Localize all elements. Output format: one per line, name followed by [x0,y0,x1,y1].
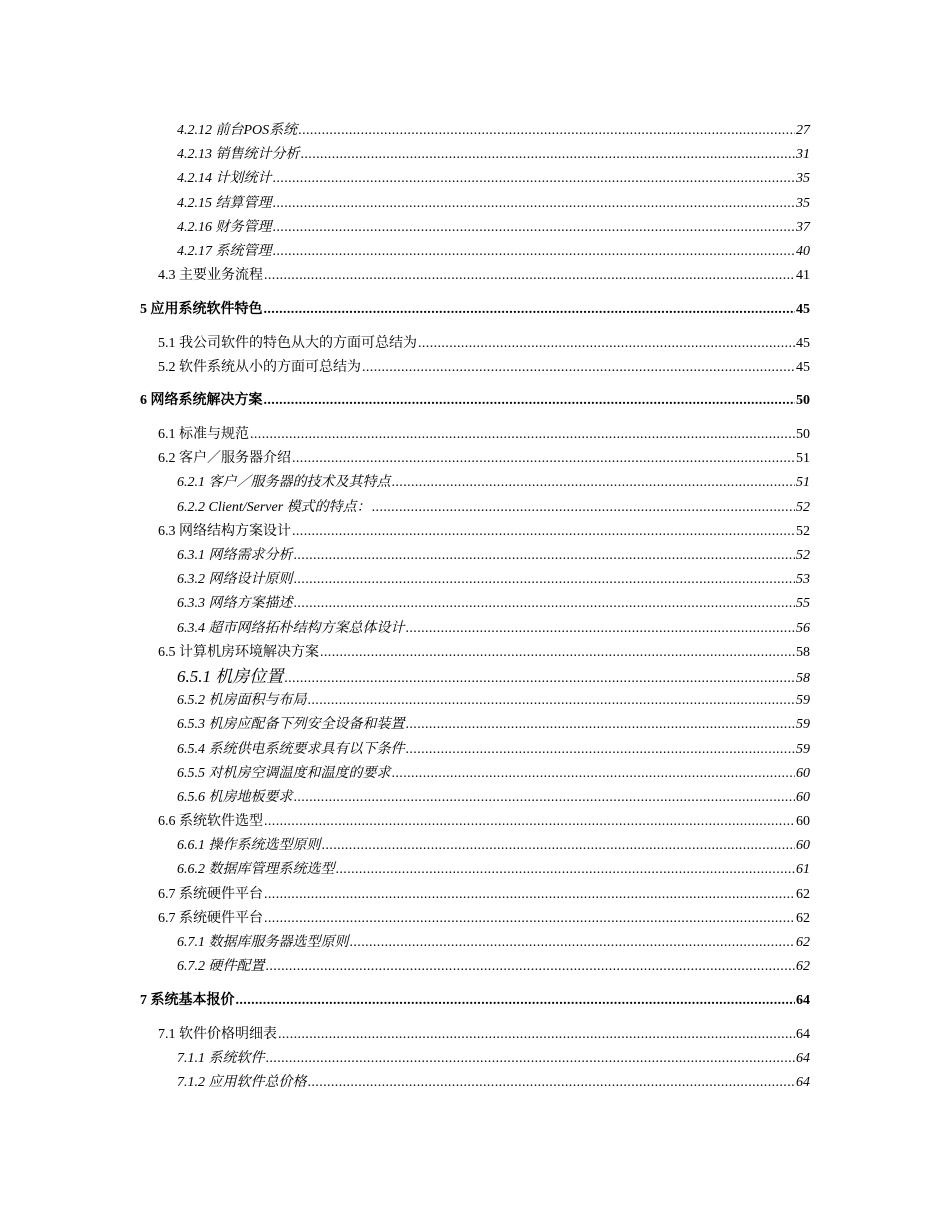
toc-page-number: 59 [796,717,810,733]
toc-page-number: 62 [796,959,810,975]
dot-leader [308,689,796,713]
toc-entry-title: 6.3.3 网络方案描述 [177,596,293,612]
toc-entry-title: 6.2 客户／服务器介绍 [158,451,291,467]
toc-entry-title: 6.6 系统软件选型 [158,814,263,830]
toc-entry[interactable] [140,298,810,322]
dot-leader [278,1023,795,1047]
toc-entry[interactable] [140,834,810,858]
toc-entry-title: 6.7 系统硬件平台 [158,910,263,926]
toc-entry[interactable] [140,592,810,616]
toc-entry-title: 6.5.4 系统供电系统要求具有以下条件 [177,741,405,757]
toc-page-number: 35 [796,171,810,187]
dot-leader [350,931,796,955]
toc-entry-title: 6.5.6 机房地板要求 [177,789,293,805]
toc-entry-title: 4.2.14 计划统计 [177,171,272,187]
toc-page-number: 52 [796,548,810,563]
dot-leader [273,192,796,216]
toc-entry[interactable] [140,738,810,762]
dot-leader [294,786,796,810]
toc-entry[interactable] [140,389,810,413]
table-of-contents [140,119,810,1095]
dot-leader [392,471,796,495]
dot-leader [406,713,796,737]
toc-entry[interactable] [140,568,810,592]
toc-entry[interactable] [140,520,810,544]
dot-leader [250,423,795,447]
toc-entry-title: 4.2.12 前台POS系统 [177,123,298,138]
toc-entry[interactable] [140,786,810,810]
toc-entry-title: 5.1 我公司软件的特色从大的方面可总结为 [158,335,417,351]
toc-entry-title: 6.3.4 超市网络拓朴结构方案总体设计 [177,620,405,636]
toc-entry-title: 7.1.1 系统软件 [177,1050,265,1066]
toc-page-number: 50 [796,393,810,409]
dot-leader [284,667,795,691]
toc-entry-title: 6.5.2 机房面积与布局 [177,693,307,709]
toc-page-number: 58 [796,644,810,660]
dot-leader [264,389,796,413]
toc-entry-title: 4.2.13 销售统计分析 [177,147,300,163]
toc-entry-title: 6.1 标准与规范 [158,427,249,443]
dot-leader [264,264,795,288]
toc-entry[interactable] [140,264,810,288]
toc-entry[interactable] [140,423,810,447]
dot-leader [372,496,795,520]
toc-page-number: 45 [796,335,810,351]
toc-page-number: 59 [796,741,810,757]
dot-leader [294,592,796,616]
toc-page-number: 27 [796,123,810,138]
toc-entry[interactable] [140,167,810,191]
dot-leader [236,989,796,1013]
dot-leader [308,1071,796,1095]
toc-page-number: 52 [796,523,810,539]
toc-page-number: 37 [796,219,810,235]
toc-page-number: 50 [796,427,810,443]
toc-entry[interactable] [140,192,810,216]
toc-entry-title: 4.2.16 财务管理 [177,219,272,235]
dot-leader [266,955,796,979]
toc-page-number: 64 [796,1050,810,1066]
toc-entry-title: 7.1.2 应用软件总价格 [177,1074,307,1090]
toc-entry-title: 6.7 系统硬件平台 [158,886,263,902]
toc-entry[interactable] [140,955,810,979]
dot-leader [273,240,796,264]
dot-leader [264,298,796,322]
toc-entry[interactable] [140,665,810,689]
toc-entry-title: 6.5.5 对机房空调温度和温度的要求 [177,765,391,781]
toc-entry[interactable] [140,1023,810,1047]
toc-entry-title: 6.3 网络结构方案设计 [158,523,291,539]
toc-entry[interactable] [140,1047,810,1071]
dot-leader [294,544,796,568]
dot-leader [264,907,795,931]
toc-entry-title: 6.2.1 客户／服务器的技术及其特点 [177,475,391,491]
toc-page-number: 52 [796,499,810,515]
dot-leader [320,641,795,665]
toc-entry-title: 6 网络系统解决方案 [140,393,263,409]
toc-page-number: 55 [796,596,810,612]
toc-entry[interactable] [140,240,810,264]
toc-entry[interactable] [140,332,810,356]
toc-entry[interactable] [140,810,810,834]
dot-leader [264,810,795,834]
toc-page-number: 45 [796,301,810,317]
toc-entry[interactable] [140,447,810,471]
toc-entry-title: 6.5.3 机房应配备下列安全设备和装置 [177,717,405,733]
toc-page-number: 64 [796,1074,810,1090]
dot-leader [294,568,796,592]
toc-entry[interactable] [140,989,810,1013]
toc-page-number: 51 [796,475,810,491]
toc-page-number: 60 [796,765,810,781]
toc-page-number: 35 [796,195,810,211]
toc-page-number: 51 [796,451,810,467]
toc-page-number: 45 [796,359,810,375]
toc-entry-title: 4.2.15 结算管理 [177,195,272,211]
toc-entry[interactable] [140,143,810,167]
dot-leader [301,143,796,167]
toc-entry-title: 7.1 软件价格明细表 [158,1026,277,1042]
toc-entry[interactable] [140,641,810,665]
toc-entry[interactable] [140,496,810,520]
toc-entry-title: 5.2 软件系统从小的方面可总结为 [158,359,361,375]
toc-page-number: 62 [796,910,810,926]
toc-entry[interactable] [140,931,810,955]
toc-entry[interactable] [140,544,810,568]
toc-entry-title: 6.2.2 Client/Server 模式的特点： [177,499,371,515]
toc-entry-title: 6.6.2 数据库管理系统选型 [177,862,335,878]
toc-entry-title: 6.7.1 数据库服务器选型原则 [177,935,349,950]
toc-entry[interactable] [140,858,810,882]
toc-page-number: 59 [796,693,810,709]
toc-entry[interactable] [140,883,810,907]
toc-entry[interactable] [140,907,810,931]
toc-page-number: 62 [796,886,810,902]
dot-leader [273,167,796,191]
toc-entry[interactable] [140,689,810,713]
toc-entry[interactable] [140,762,810,786]
dot-leader [264,883,795,907]
toc-entry-title: 4.2.17 系统管理 [177,243,272,259]
toc-entry-title: 5 应用系统软件特色 [140,301,263,317]
toc-entry[interactable] [140,471,810,495]
toc-page-number: 64 [796,992,810,1008]
dot-leader [392,762,796,786]
dot-leader [273,216,796,240]
toc-entry[interactable] [140,216,810,240]
dot-leader [362,356,795,380]
toc-entry[interactable] [140,356,810,380]
toc-page-number: 60 [796,789,810,805]
dot-leader [266,1047,796,1071]
toc-page-number: 58 [796,670,810,686]
dot-leader [322,834,796,858]
toc-entry-title: 6.3.2 网络设计原则 [177,572,293,588]
toc-page-number: 60 [796,838,810,854]
dot-leader [406,617,796,641]
toc-page-number: 62 [796,935,810,950]
toc-entry-title: 6.3.1 网络需求分析 [177,548,293,563]
toc-entry-title: 7 系统基本报价 [140,992,235,1008]
dot-leader [298,119,795,143]
toc-page-number: 61 [796,862,810,878]
toc-page-number: 40 [796,243,810,259]
toc-entry-title: 4.3 主要业务流程 [158,268,263,284]
toc-entry-title: 6.7.2 硬件配置 [177,959,265,975]
toc-entry-title: 6.6.1 操作系统选型原则 [177,838,321,854]
dot-leader [418,332,795,356]
toc-page-number: 41 [796,268,810,284]
toc-entry-title: 6.5.1 机房位置 [177,666,284,686]
toc-page-number: 60 [796,814,810,830]
dot-leader [292,520,795,544]
toc-page-number: 53 [796,572,810,588]
dot-leader [292,447,795,471]
toc-entry[interactable] [140,713,810,737]
toc-entry[interactable] [140,1071,810,1095]
dot-leader [406,738,796,762]
toc-entry-title: 6.5 计算机房环境解决方案 [158,644,319,660]
toc-page-number: 56 [796,620,810,636]
toc-page-number: 64 [796,1026,810,1042]
dot-leader [336,858,796,882]
toc-entry[interactable] [140,119,810,143]
toc-entry[interactable] [140,617,810,641]
toc-page-number: 31 [796,147,810,163]
